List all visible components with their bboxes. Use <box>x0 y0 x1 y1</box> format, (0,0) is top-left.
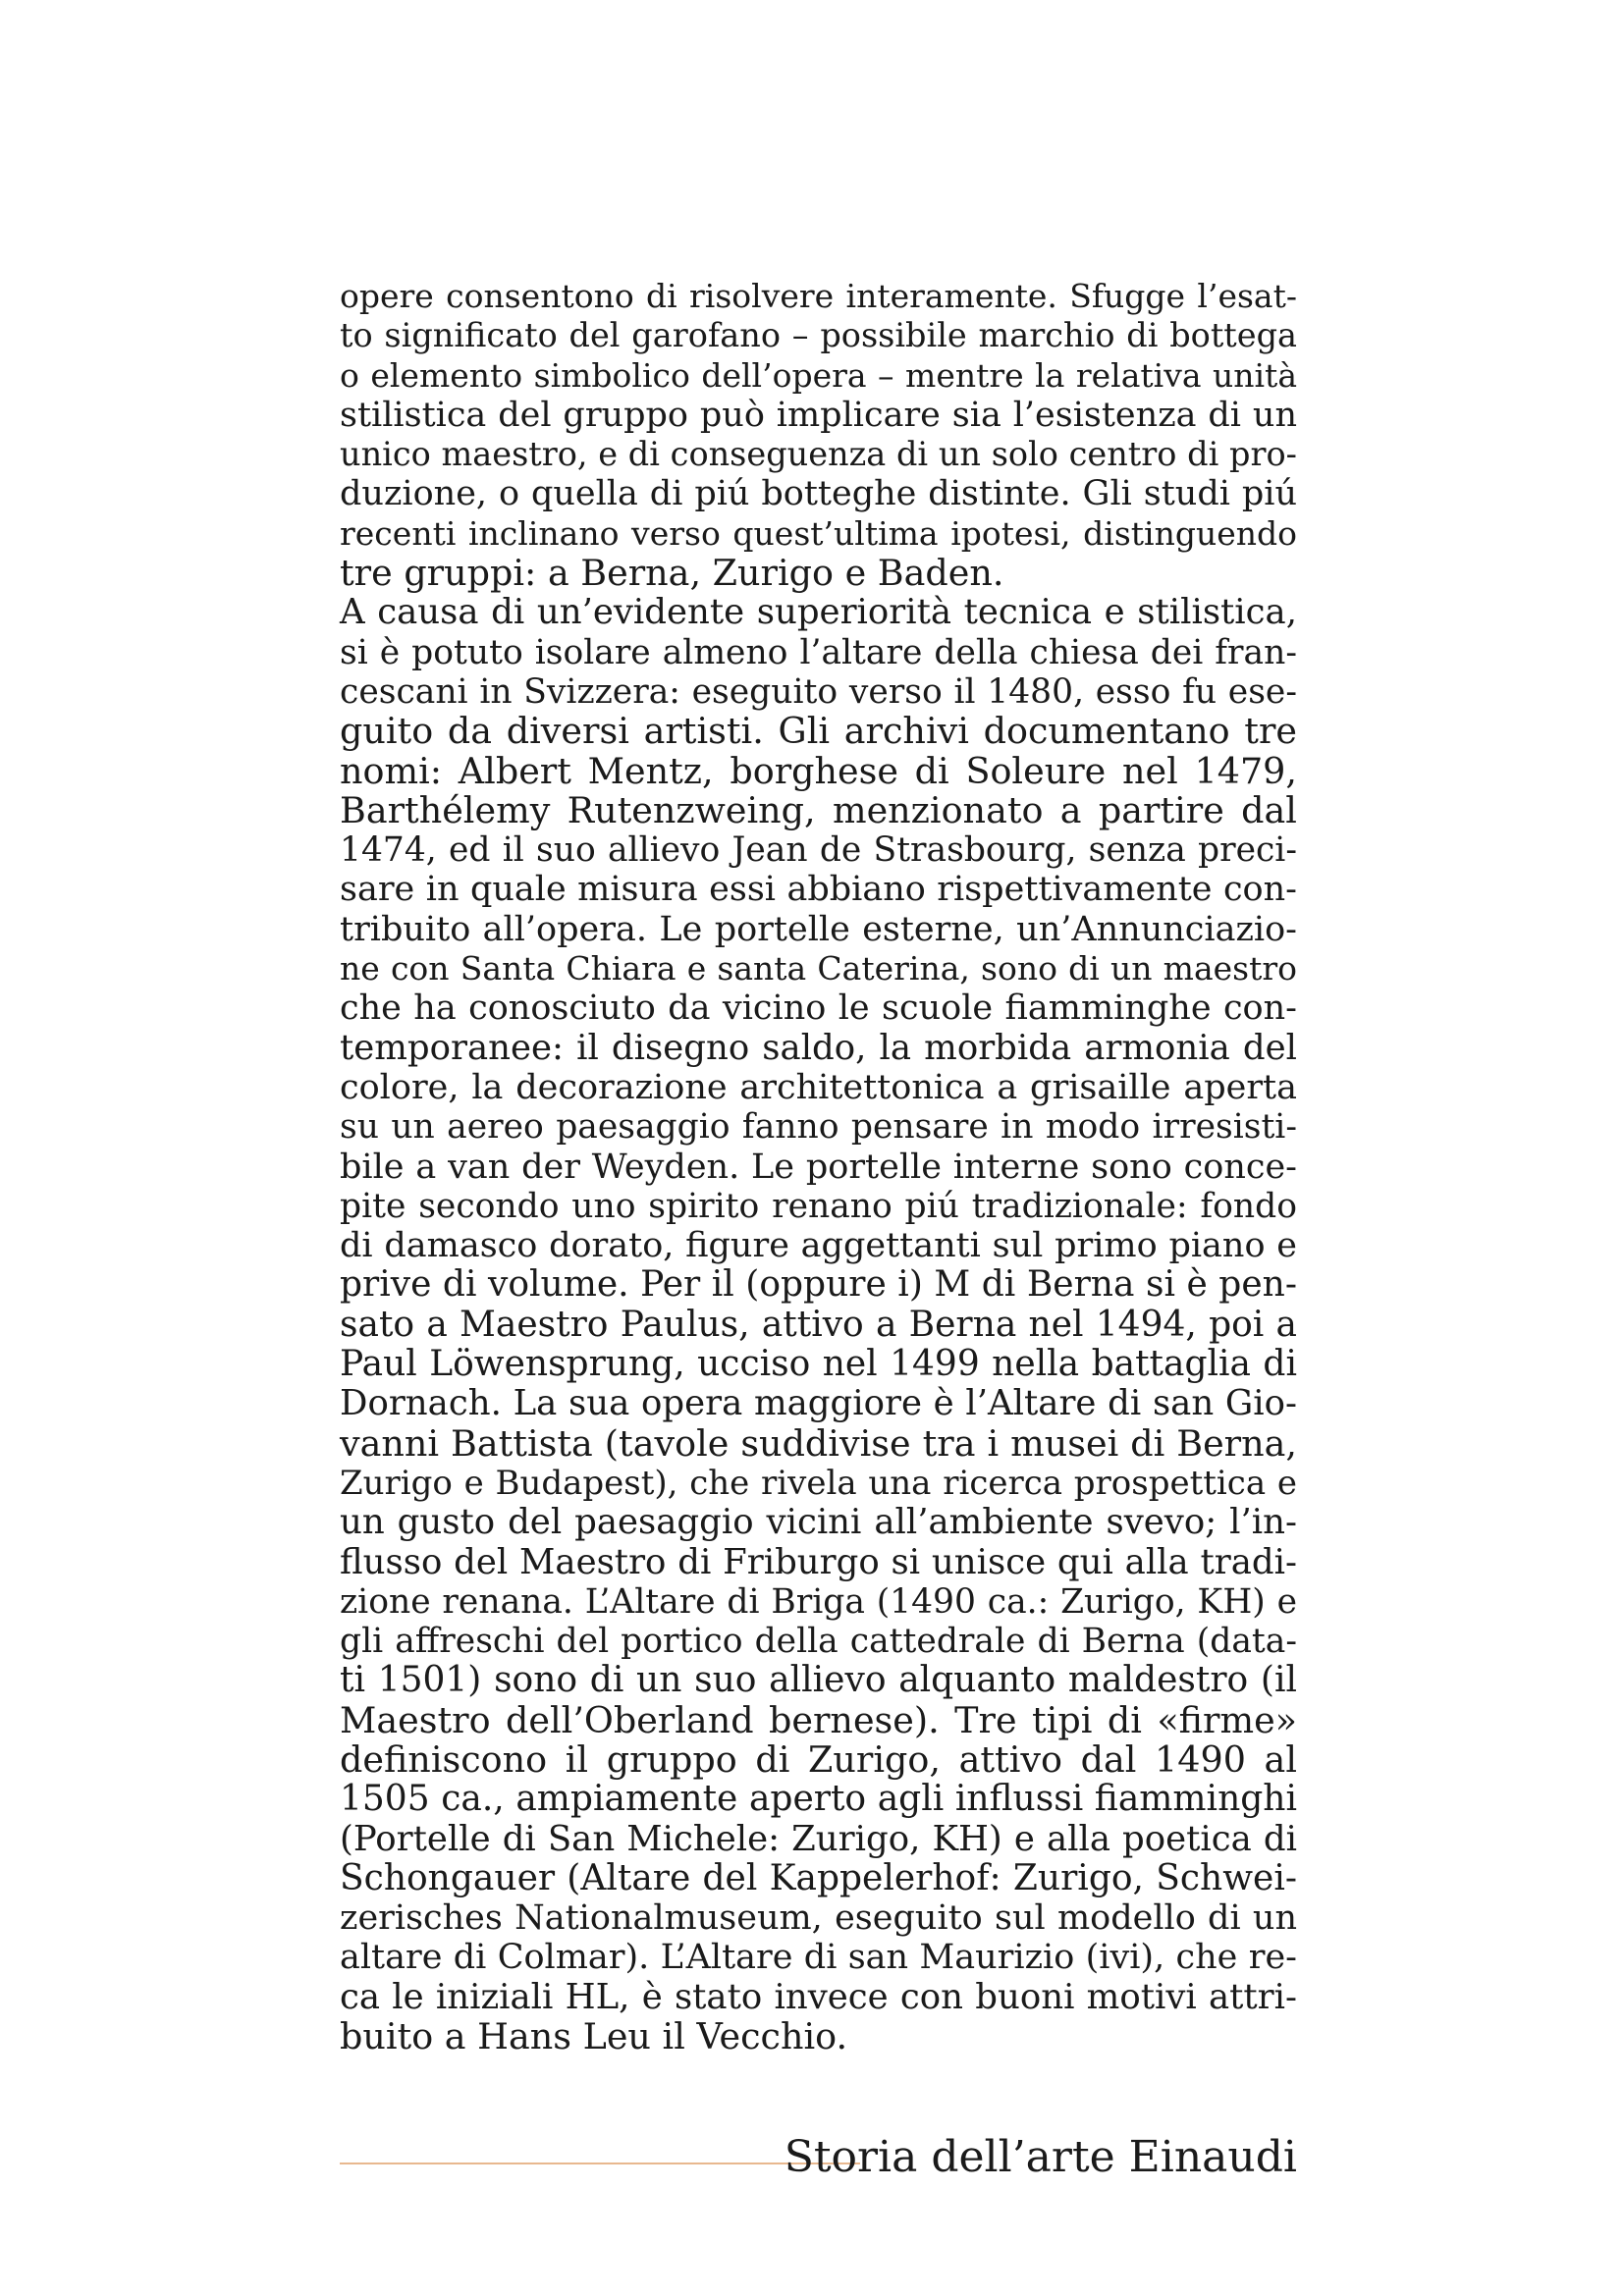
body-text <box>340 277 1297 2056</box>
text-line: prive di volume. Per il (oppure i) M di Berna si è pen- <box>340 1264 1297 1306</box>
text-line: Paul Löwensprung, ucciso nel 1499 nella battaglia di <box>340 1344 1297 1385</box>
text-line: to significato del garofano – possibile marchio di bottega <box>340 316 1297 355</box>
text-line: 1474, ed il suo allievo Jean de Strasbourg, senza preci- <box>340 830 1297 871</box>
text-line: su un aereo paesaggio fanno pensare in modo irresisti- <box>340 1107 1297 1148</box>
text-line: Barthélemy Rutenzweing, menzionato a partire dal <box>340 788 1297 831</box>
paragraph-2 <box>340 593 1297 2056</box>
text-line: definiscono il gruppo di Zurigo, attivo dal 1490 al <box>340 1737 1297 1781</box>
text-line: vanni Battista (tavole suddivise tra i musei di Berna, <box>340 1421 1297 1465</box>
text-line: temporanee: il disegno saldo, la morbida armonia del <box>340 1027 1297 1068</box>
text-line: di damasco dorato, figure aggettanti sul primo piano e <box>340 1226 1297 1266</box>
text-line: pite secondo uno spirito renano piú tradizionale: fondo <box>340 1186 1297 1226</box>
text-line: Schongauer (Altare del Kappelerhof: Zurigo, Schwei- <box>340 1857 1297 1898</box>
text-line: 1505 ca., ampiamente aperto agli influssi fiamminghi <box>340 1779 1297 1820</box>
text-line: ti 1501) sono di un suo allievo alquanto maldestro (il <box>340 1660 1297 1701</box>
text-line: sato a Maestro Paulus, attivo a Berna nel 1494, poi a <box>340 1304 1297 1345</box>
text-line: altare di Colmar). L’Altare di san Maurizio (ivi), che re- <box>340 1938 1297 1978</box>
text-line: tribuito all’opera. Le portelle esterne, un’Annunciazio- <box>340 909 1297 949</box>
text-line: sare in quale misura essi abbiano rispettivamente con- <box>340 870 1297 910</box>
text-line: colore, la decorazione architettonica a grisaille aperta <box>340 1067 1297 1107</box>
text-line: duzione, o quella di piú botteghe distinte. Gli studi piú <box>340 474 1297 514</box>
text-line: ne con Santa Chiara e santa Caterina, sono di un maestro <box>340 949 1297 988</box>
text-line: zerisches Nationalmuseum, eseguito sul modello di un <box>340 1898 1297 1939</box>
text-line: Dornach. La sua opera maggiore è l’Altare di san Gio- <box>340 1383 1297 1424</box>
footer-title: Storia dell’arte Einaudi <box>784 2132 1297 2182</box>
text-line: unico maestro, e di conseguenza di un solo centro di pro- <box>340 435 1297 474</box>
text-line: opere consentono di risolvere interamente. Sfugge l’esat- <box>340 277 1297 315</box>
text-line: zione renana. L’Altare di Briga (1490 ca.: Zurigo, KH) e <box>340 1581 1297 1622</box>
text-line: che ha conosciuto da vicino le scuole fiamminghe con- <box>340 988 1297 1029</box>
text-line: flusso del Maestro di Friburgo si unisce qui alla tradi- <box>340 1541 1297 1582</box>
text-line: (Portelle di San Michele: Zurigo, KH) e alla poetica di <box>340 1818 1297 1859</box>
text-line: gli affreschi del portico della cattedrale di Berna (data- <box>340 1622 1297 1662</box>
text-line: stilistica del gruppo può implicare sia l’esistenza di un <box>340 395 1297 435</box>
text-line: buito a Hans Leu il Vecchio. <box>340 2015 848 2058</box>
text-line: nomi: Albert Mentz, borghese di Soleure nel 1479, <box>340 749 1297 792</box>
text-line: bile a van der Weyden. Le portelle interne sono conce- <box>340 1147 1297 1187</box>
text-line: A causa di un’evidente superiorità tecnica e stilistica, <box>340 592 1297 633</box>
text-line: Maestro dell’Oberland bernese). Tre tipi di «firme» <box>340 1698 1297 1741</box>
text-line: recenti inclinano verso quest’ultima ipotesi, distinguendo <box>340 513 1297 553</box>
text-line: ca le iniziali HL, è stato invece con buoni motivi attri- <box>340 1976 1297 2017</box>
text-line: tre gruppi: a Berna, Zurigo e Baden. <box>340 552 1004 595</box>
text-line: cescani in Svizzera: eseguito verso il 1480, esso fu ese- <box>340 671 1297 712</box>
footer-rule <box>340 2163 860 2164</box>
text-line: un gusto del paesaggio vicini all’ambiente svevo; l’in- <box>340 1502 1297 1543</box>
text-line: o elemento simbolico dell’opera – mentre la relativa unità <box>340 355 1297 395</box>
text-line: si è potuto isolare almeno l’altare della chiesa dei fran- <box>340 632 1297 672</box>
text-line: Zurigo e Budapest), che rivela una ricerca prospettica e <box>340 1463 1297 1503</box>
text-line: guito da diversi artisti. Gli archivi documentano tre <box>340 710 1297 753</box>
paragraph-1 <box>340 277 1297 593</box>
